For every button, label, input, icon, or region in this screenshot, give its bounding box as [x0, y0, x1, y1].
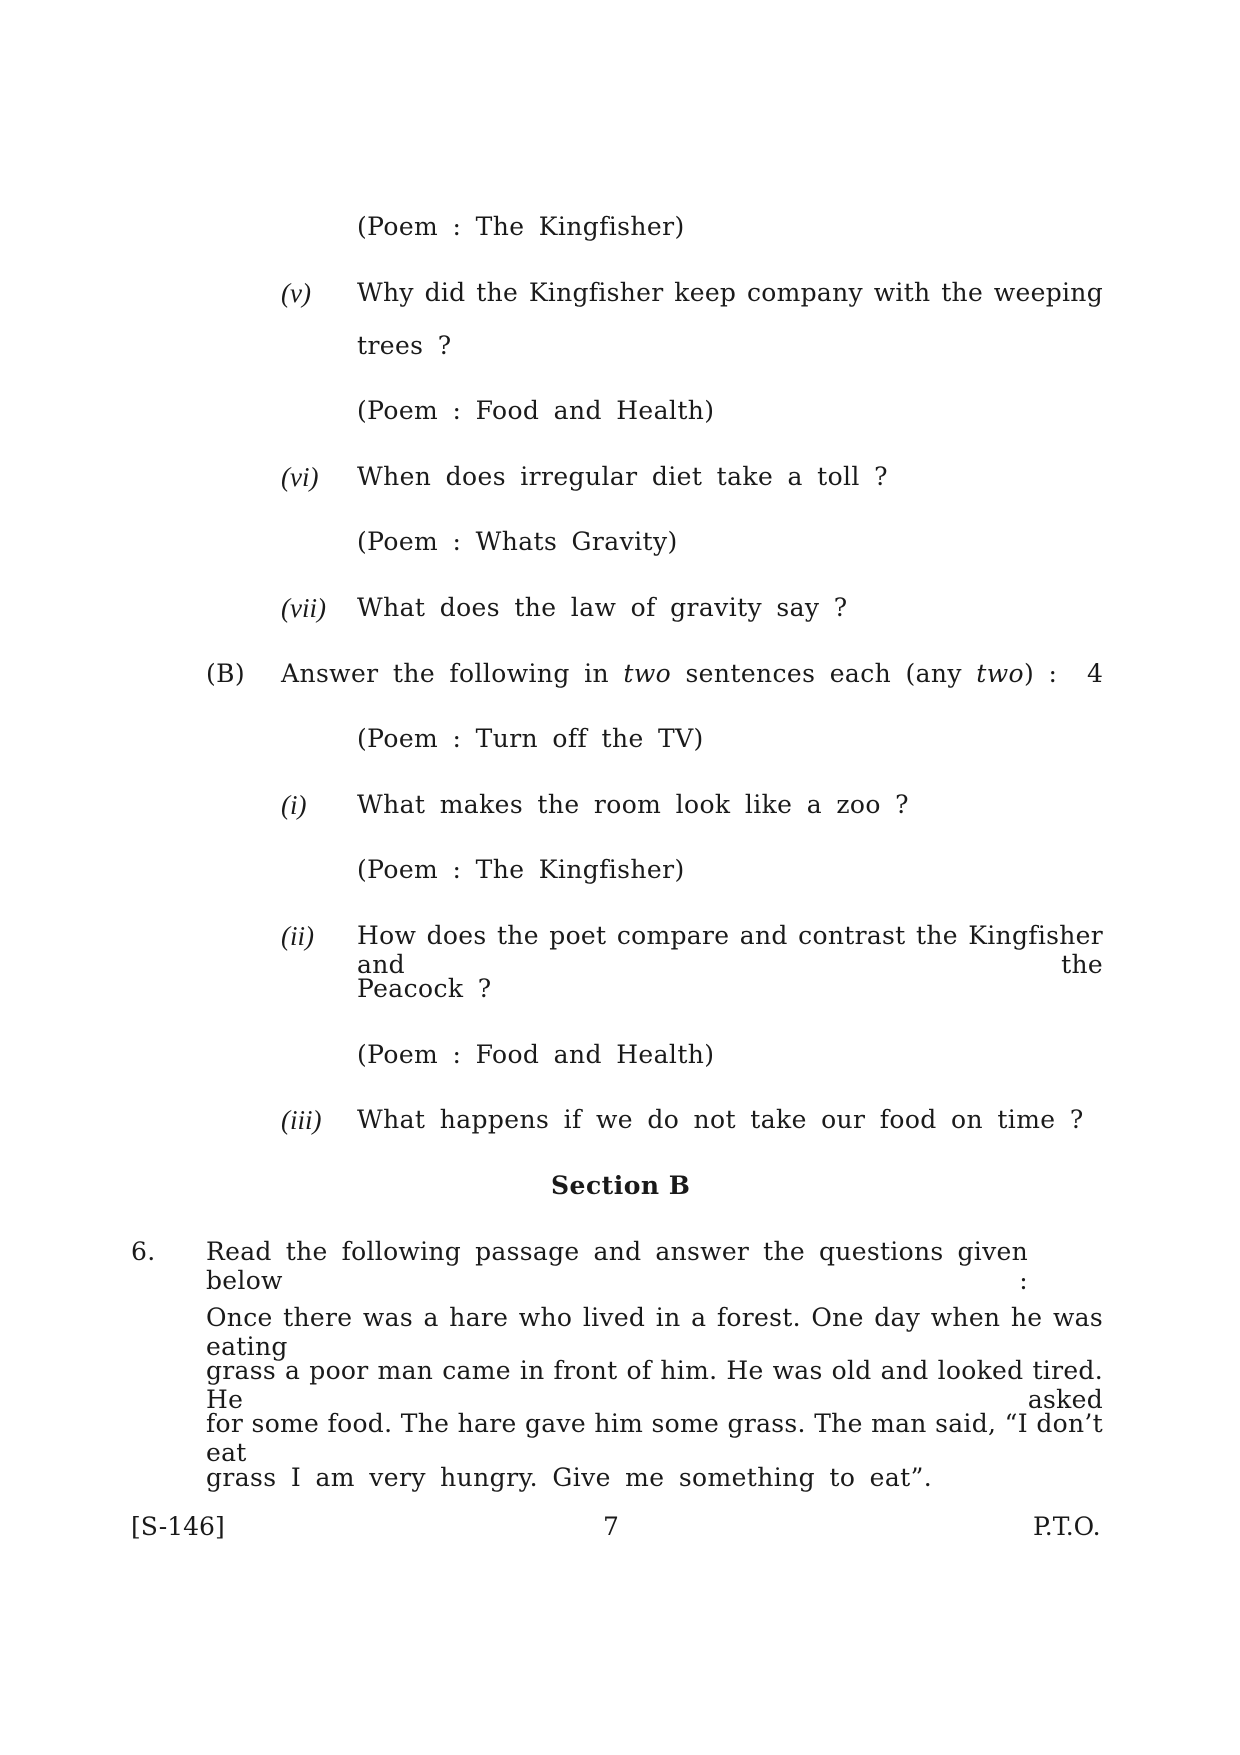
section-b-heading: Section B: [551, 1171, 691, 1200]
question-number-vi: (vi): [281, 462, 319, 492]
question-iii-text: What happens if we do not take our food on time ?: [357, 1105, 1084, 1134]
poem-title-kingfisher-2: (Poem : The Kingfisher): [357, 855, 685, 884]
question-v-line1: Why did the Kingfisher keep company with the weeping: [357, 278, 1103, 307]
question-vii-text: What does the law of gravity say ?: [357, 593, 848, 622]
question-ii-line2: Peacock ?: [357, 974, 492, 1003]
passage-line: for some food. The hare gave him some grass. The man said, “I don’t eat: [206, 1409, 1103, 1467]
poem-title-food-health: (Poem : Food and Health): [357, 396, 715, 425]
question-number-i: (i): [281, 790, 307, 820]
poem-title-turn-off-tv: (Poem : Turn off the TV): [357, 724, 704, 753]
question-v-line2: trees ?: [357, 331, 452, 360]
part-b-label: (B): [206, 659, 246, 688]
question-number-v: (v): [281, 278, 311, 308]
page-number: 7: [603, 1512, 620, 1541]
part-b-instruction: Answer the following in two sentences each (any two) :: [281, 659, 1058, 688]
question-ii-line1: How does the poet compare and contrast the Kingfisher and the: [357, 921, 1103, 979]
passage-line: grass a poor man came in front of him. He was old and looked tired. He asked: [206, 1356, 1103, 1414]
question-6-text: Read the following passage and answer the questions given below :: [206, 1237, 1028, 1295]
question-vi-text: When does irregular diet take a toll ?: [357, 462, 888, 491]
question-i-text: What makes the room look like a zoo ?: [357, 790, 909, 819]
poem-title-food-health-2: (Poem : Food and Health): [357, 1040, 715, 1069]
passage-line: grass I am very hungry. Give me something to eat”.: [206, 1463, 933, 1492]
question-number-6: 6.: [131, 1237, 156, 1266]
question-number-vii: (vii): [281, 593, 326, 623]
question-number-ii: (ii): [281, 921, 314, 951]
part-b-marks: 4: [1087, 659, 1104, 688]
passage-line: Once there was a hare who lived in a forest. One day when he was eating: [206, 1303, 1103, 1361]
paper-code: [S-146]: [131, 1512, 225, 1541]
please-turn-over: P.T.O.: [1033, 1512, 1101, 1541]
poem-title-gravity: (Poem : Whats Gravity): [357, 527, 678, 556]
question-number-iii: (iii): [281, 1105, 322, 1135]
poem-title-kingfisher: (Poem : The Kingfisher): [357, 212, 685, 241]
